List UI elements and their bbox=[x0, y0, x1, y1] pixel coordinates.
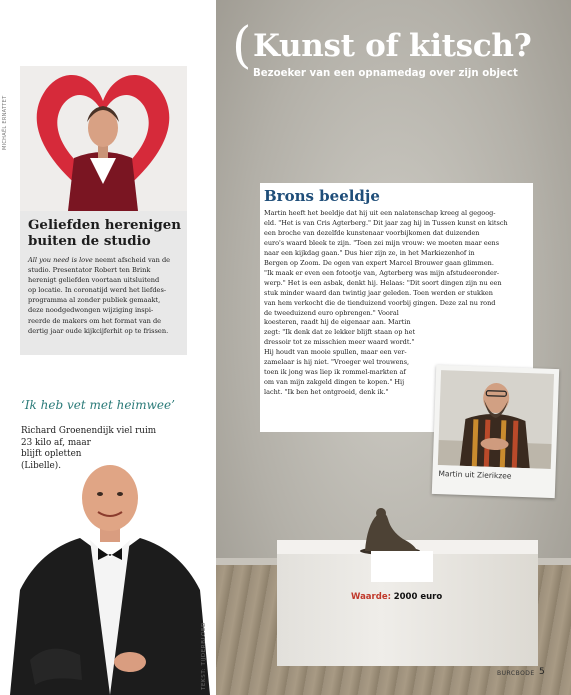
photo-credit: MICHAËL ERNATTET bbox=[2, 95, 8, 150]
news-body-line: dertig jaar oude kijkcijferhit op te frissen. bbox=[28, 326, 169, 335]
article-line: om van mijn zakgeld dingen te kopen." Hij bbox=[264, 378, 405, 387]
article-line: Bergen op Zoom. De ogen van expert Marcel Brouwer gaan glimmen. bbox=[264, 258, 494, 267]
article-line: zegt: "Ik denk dat ze lekker blijft staan op het bbox=[264, 328, 416, 337]
news-item-box bbox=[20, 211, 187, 355]
value-label: Waarde: bbox=[351, 592, 391, 602]
article-line: eld. "Het is van Cris Agterberg." Dit jaar zag hij in Tussen kunst en kitsch bbox=[264, 218, 508, 227]
quote-line: (Libelle). bbox=[21, 460, 61, 471]
article-line: werp." Het is een asbak, denkt hij. Helaas: "Dit soort dingen zijn nu een bbox=[264, 278, 502, 287]
article-line: Hij houdt van mooie spullen, maar een ver- bbox=[264, 348, 407, 357]
article-line: toen ik jong was liep ik rommel-markten af bbox=[264, 368, 406, 377]
article-line: euro's waard bleek te zijn. "Toen zei mijn vrouw: we moeten maar eens bbox=[264, 238, 500, 247]
quote-line: 23 kilo af, maar bbox=[21, 437, 91, 448]
statue-label-card bbox=[371, 551, 433, 582]
headline-bracket: ( bbox=[232, 16, 252, 74]
news-body-line: deze noodgedwongen wijziging inspi- bbox=[28, 306, 154, 315]
bronze-statue-icon bbox=[355, 505, 425, 555]
presenter-photo bbox=[20, 66, 187, 211]
news-title-line: buiten de studio bbox=[28, 233, 151, 249]
page-title: Kunst of kitsch? bbox=[253, 28, 532, 64]
news-body-line: op locatie. In coronatijd werd het liefdes- bbox=[28, 286, 167, 295]
article-title: Brons beeldje bbox=[264, 187, 380, 205]
article-line: dressoir tot ze misschien meer waard wordt." bbox=[264, 338, 415, 347]
news-body-line: programma al zonder publiek gemaakt, bbox=[28, 296, 161, 305]
page-number: 5 bbox=[539, 667, 545, 677]
news-item-title bbox=[28, 217, 183, 249]
article-line: lacht. "Ik ben het ontgroeid, denk ik." bbox=[264, 388, 389, 397]
article-line: koesteren, raadt hij de eigenaar aan. Martin bbox=[264, 318, 411, 327]
quote-line: blijft opletten bbox=[21, 449, 82, 460]
news-item-body bbox=[28, 255, 184, 336]
article-line: "Ik maak er even een fotootje van, Agterberg was mijn afstudeeronder- bbox=[264, 268, 500, 277]
left-column bbox=[0, 0, 216, 695]
text-credit: TEKST: TIJDERBLOED bbox=[201, 622, 207, 690]
page-subtitle: Bezoeker van een opnamedag over zijn object bbox=[253, 68, 518, 79]
article-line: een broche van dezelfde kunstenaar voorbijkomen dat duizenden bbox=[264, 228, 480, 237]
article-line: zamelaar is hij niet. "Vroeger wel trouwens, bbox=[264, 358, 410, 367]
value-line bbox=[351, 592, 442, 602]
quote-title: ‘Ik heb vet met heimwee’ bbox=[21, 398, 175, 412]
article-line: stuk minder waard dan twintig jaar geleden. Toen werden er stukken bbox=[264, 288, 493, 297]
polaroid-photo-card bbox=[432, 365, 559, 498]
news-body-line: reerde de makers om het format van de bbox=[28, 316, 162, 325]
news-body-line: studio. Presentator Robert ten Brink bbox=[28, 266, 151, 275]
heart-photo-illustration bbox=[20, 66, 187, 211]
article-line: de tweeduizend euro opbrengen." Vooral bbox=[264, 308, 399, 317]
martin-photo bbox=[438, 370, 554, 469]
article-line: Martin heeft het beeldje dat hij uit een nalatenschap kreeg al gegoog- bbox=[264, 209, 496, 217]
article-line: naar een kijkdag gaan." Dus hier zijn ze, in het Markiezenhof in bbox=[264, 248, 475, 257]
man-in-tuxedo-photo bbox=[10, 437, 210, 695]
magazine-name: BURCBODE bbox=[497, 670, 535, 677]
bearded-man-illustration bbox=[438, 370, 554, 469]
value-amount: 2000 euro bbox=[393, 592, 443, 602]
show-title: All you need is love bbox=[28, 256, 93, 264]
polaroid-caption: Martin uit Zierikzee bbox=[438, 469, 512, 481]
article-line: van hem verkocht die de tienduizend voorbij gingen. Deze zal nu rond bbox=[264, 298, 496, 307]
quote-line: Richard Groenendijk viel ruim bbox=[21, 426, 157, 436]
news-body-line: All you need is love neemt afscheid van de bbox=[28, 256, 171, 264]
news-title-line: Geliefden herenigen bbox=[28, 217, 181, 233]
news-body-line: herenigt geliefden voortaan uitsluitend bbox=[28, 276, 160, 285]
